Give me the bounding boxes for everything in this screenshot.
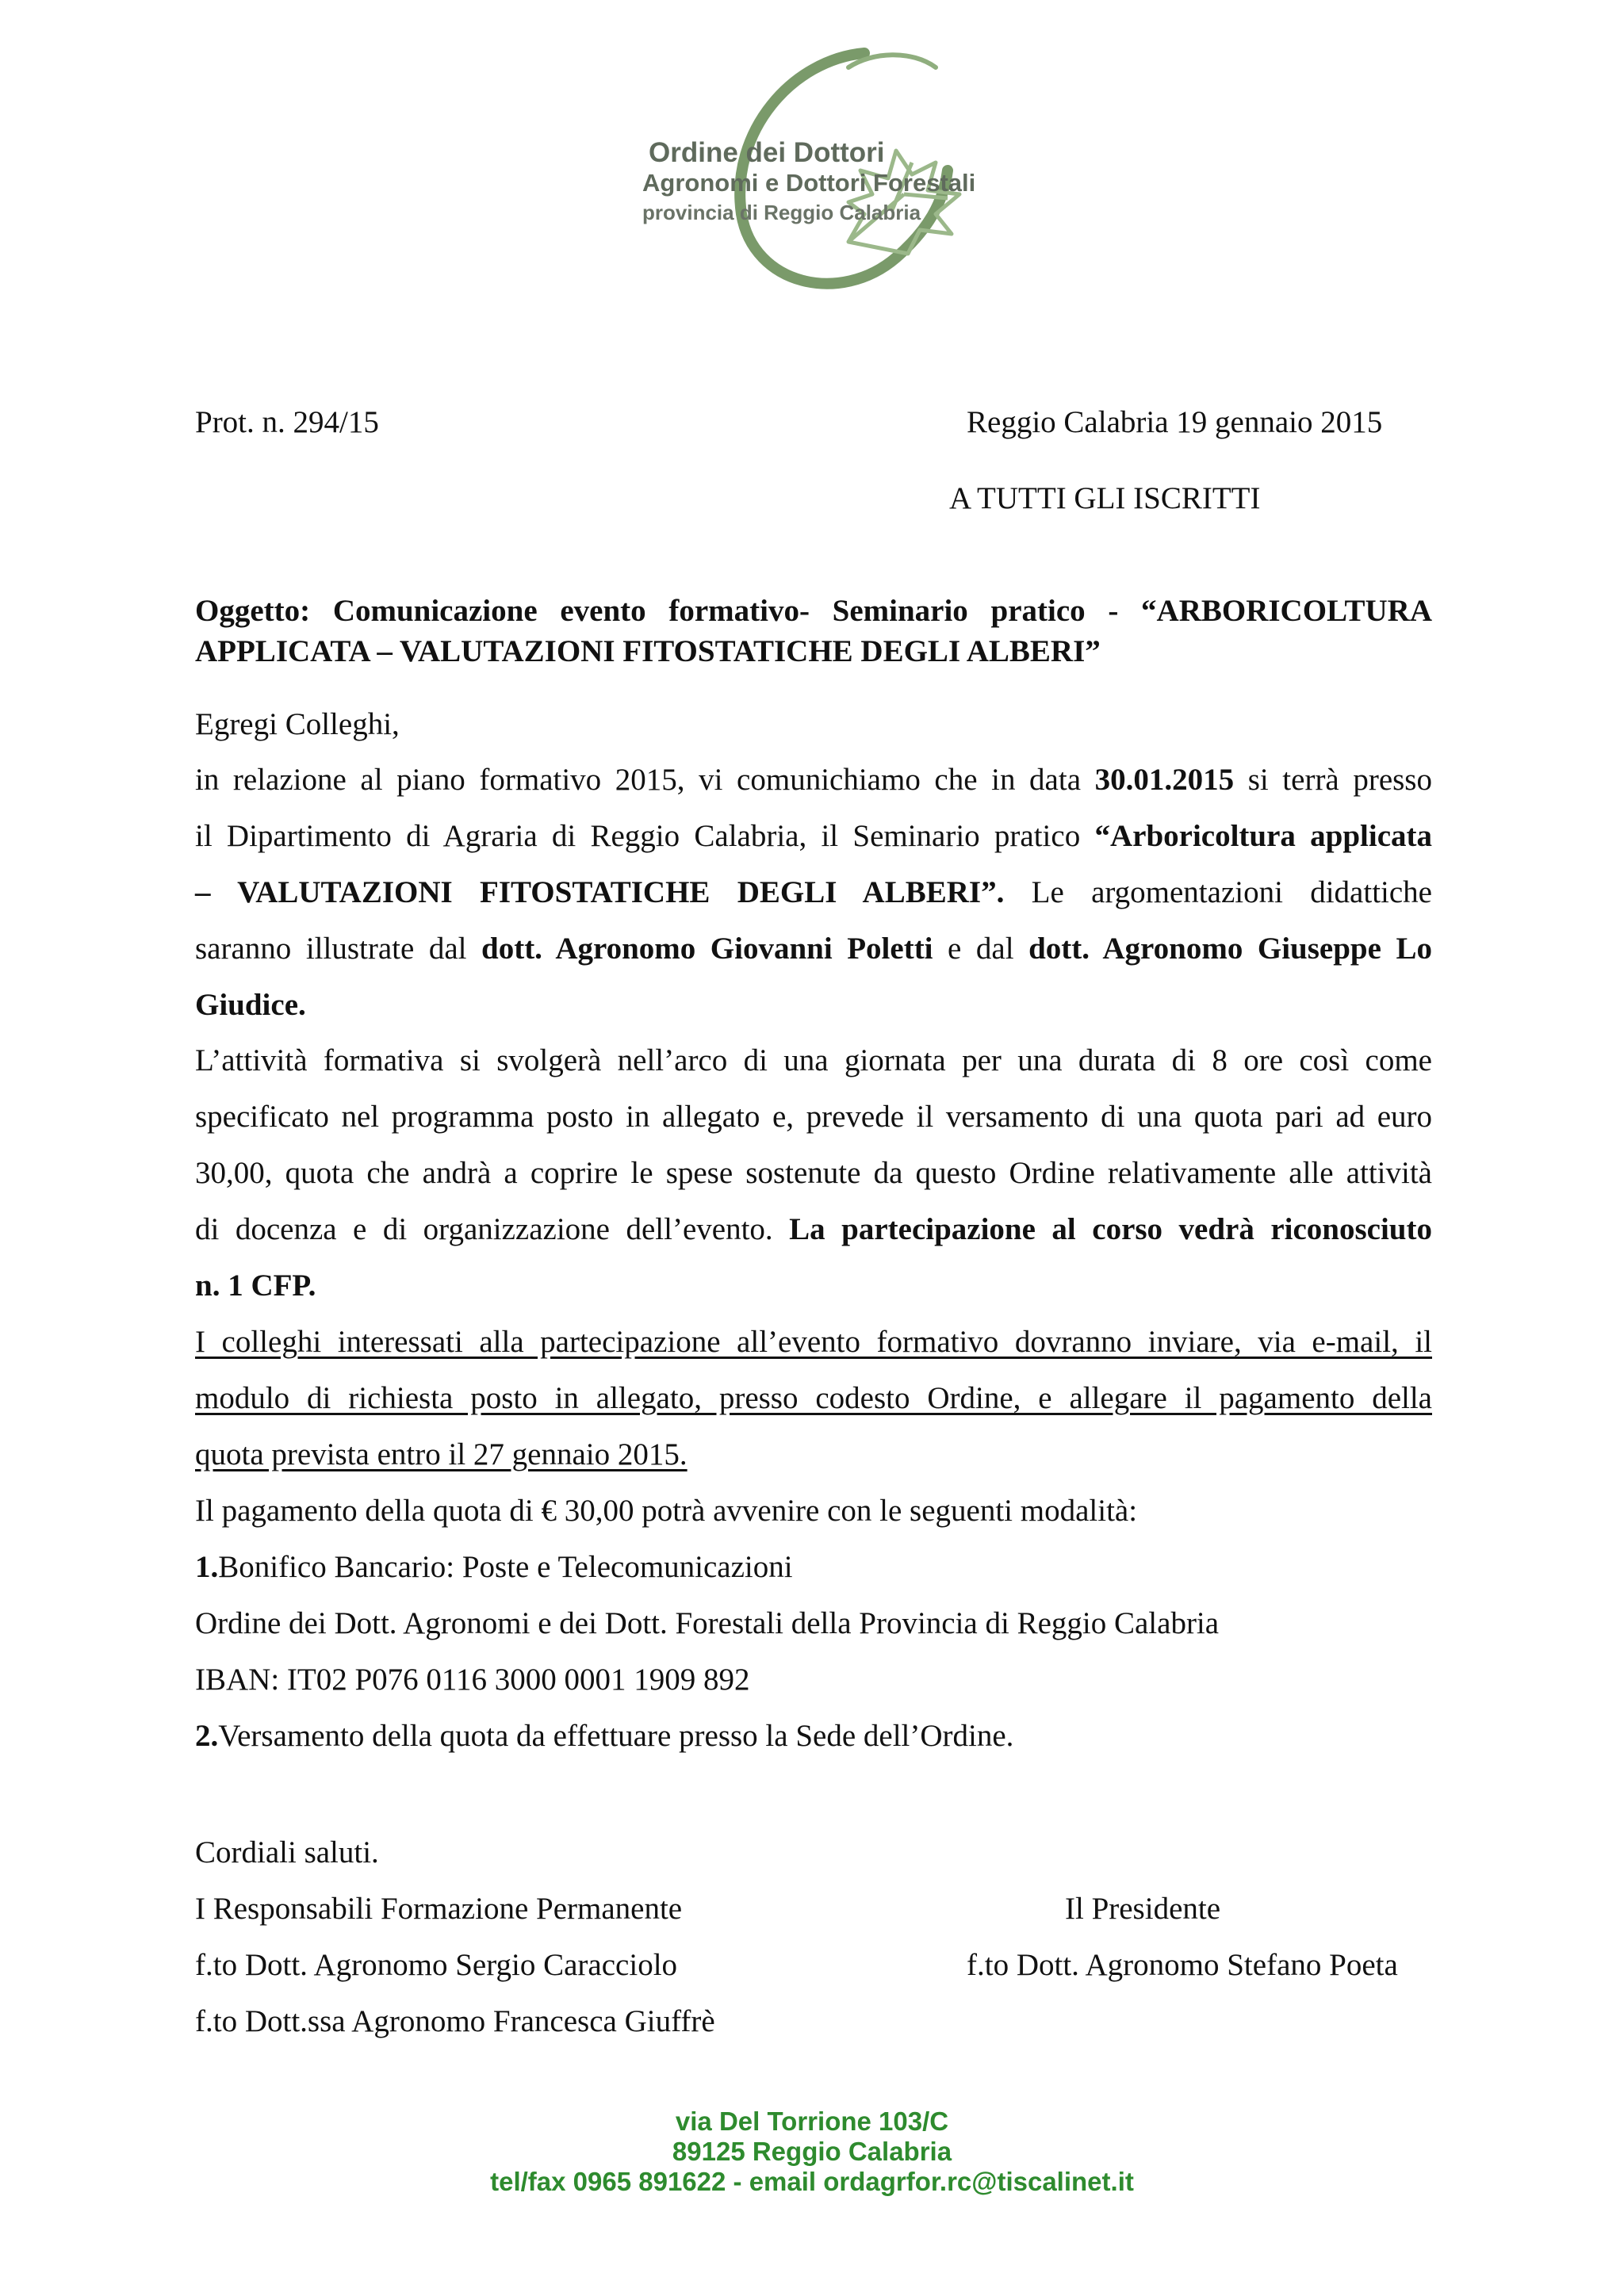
paragraph-3-line-3: quota prevista entro il 27 gennaio 2015. <box>195 1437 688 1471</box>
p1-line4-text-c: e dal <box>933 932 1029 966</box>
signature-president: f.to Dott. Agronomo Stefano Poeta <box>967 1948 1398 1982</box>
seminar-title-end: – VALUTAZIONI FITOSTATICHE DEGLI ALBERI”. <box>195 875 1005 909</box>
speaker-1: dott. Agronomo Giovanni Poletti <box>481 932 933 966</box>
paragraph-3-line-1: I colleghi interessati alla partecipazione all’evento formativo dovranno inviare, via e-mail, il <box>195 1325 1432 1359</box>
option-1-number: 1. <box>195 1550 219 1584</box>
payment-intro: Il pagamento della quota di € 30,00 potrà avvenire con le seguenti modalità: <box>195 1494 1138 1528</box>
cfp-count: n. 1 CFP. <box>195 1269 316 1303</box>
greeting: Egregi Colleghi, <box>195 707 400 741</box>
option-1-text: Bonifico Bancario: Poste e Telecomunicazioni <box>218 1550 793 1584</box>
account-holder: Ordine dei Dott. Agronomi e dei Dott. Forestali della Provincia di Reggio Calabria <box>195 1606 1220 1640</box>
signature-caracciolo: f.to Dott. Agronomo Sergio Caracciolo <box>195 1948 678 1982</box>
place-and-date: Reggio Calabria 19 gennaio 2015 <box>967 405 1383 439</box>
option-2-number: 2. <box>195 1719 219 1753</box>
option-2-text: Versamento della quota da effettuare presso la Sede dell’Ordine. <box>218 1719 1014 1753</box>
logo-line-1: Ordine dei Dottori <box>649 137 885 168</box>
p1-text-a: in relazione al piano formativo 2015, vi comunichiamo che in data <box>195 763 1095 797</box>
logo-line-3: provincia di Reggio Calabria <box>642 201 921 224</box>
footer-address: via Del Torrione 103/C <box>675 2107 949 2136</box>
subject-line-1: Oggetto: Comunicazione evento formativo- Seminario pratico - “ARBORICOLTURA <box>195 594 1432 628</box>
p1-line4-text-a: saranno illustrate dal <box>195 932 482 966</box>
subject-line-2: APPLICATA – VALUTAZIONI FITOSTATICHE DEGLI ALBERI” <box>195 634 1101 668</box>
order-logo <box>611 44 1007 305</box>
payment-option-1 <box>195 1548 1432 1587</box>
paragraph-1-line-3 <box>195 873 1432 913</box>
p1-line2-text: il Dipartimento di Agraria di Reggio Calabria, il Seminario pratico <box>195 819 1095 853</box>
paragraph-2-line-1: L’attività formativa si svolgerà nell’arco di una giornata per una durata di 8 ore così come <box>195 1043 1432 1077</box>
salutation: Cordiali saluti. <box>195 1835 379 1869</box>
signatory-left-title: I Responsabili Formazione Permanente <box>195 1892 683 1926</box>
speaker-2-start: dott. Agronomo Giuseppe Lo <box>1028 932 1432 966</box>
protocol-number: Prot. n. 294/15 <box>195 405 379 439</box>
iban: IBAN: IT02 P076 0116 3000 0001 1909 892 <box>195 1663 750 1697</box>
paragraph-2-line-4 <box>195 1210 1432 1249</box>
logo-line-2: Agronomi e Dottori Forestali <box>642 169 976 197</box>
payment-option-2 <box>195 1716 1432 1756</box>
p1-line3-text: Le argomentazioni didattiche <box>1004 875 1432 909</box>
signatory-right-title: Il Presidente <box>1065 1892 1221 1926</box>
footer-city: 89125 Reggio Calabria <box>672 2137 952 2166</box>
paragraph-1-line-1 <box>195 760 1432 800</box>
paragraph-1-line-4 <box>195 929 1432 969</box>
seminar-title-start: “Arboricoltura applicata <box>1094 819 1433 853</box>
speaker-2-end: Giudice. <box>195 988 306 1022</box>
footer-contacts: tel/fax 0965 891622 - email ordagrfor.rc@tiscalinet.it <box>490 2167 1134 2196</box>
p2-line4-text: di docenza e di organizzazione dell’evento. <box>195 1212 790 1246</box>
recipients-line: A TUTTI GLI ISCRITTI <box>949 481 1261 515</box>
paragraph-2-line-2: specificato nel programma posto in allegato e, prevede il versamento di una quota pari ad euro <box>195 1100 1432 1134</box>
cfp-recognition: La partecipazione al corso vedrà riconosciuto <box>789 1212 1432 1246</box>
paragraph-2-line-3: 30,00, quota che andrà a coprire le spese sostenute da questo Ordine relativamente alle attività <box>195 1156 1432 1190</box>
paragraph-3-line-2: modulo di richiesta posto in allegato, presso codesto Ordine, e allegare il pagamento della <box>195 1381 1432 1415</box>
paragraph-1-line-2 <box>195 817 1432 856</box>
event-date: 30.01.2015 <box>1094 763 1235 797</box>
signature-giuffre: f.to Dott.ssa Agronomo Francesca Giuffrè <box>195 2004 715 2038</box>
p1-text-b: si terrà presso <box>1234 763 1432 797</box>
